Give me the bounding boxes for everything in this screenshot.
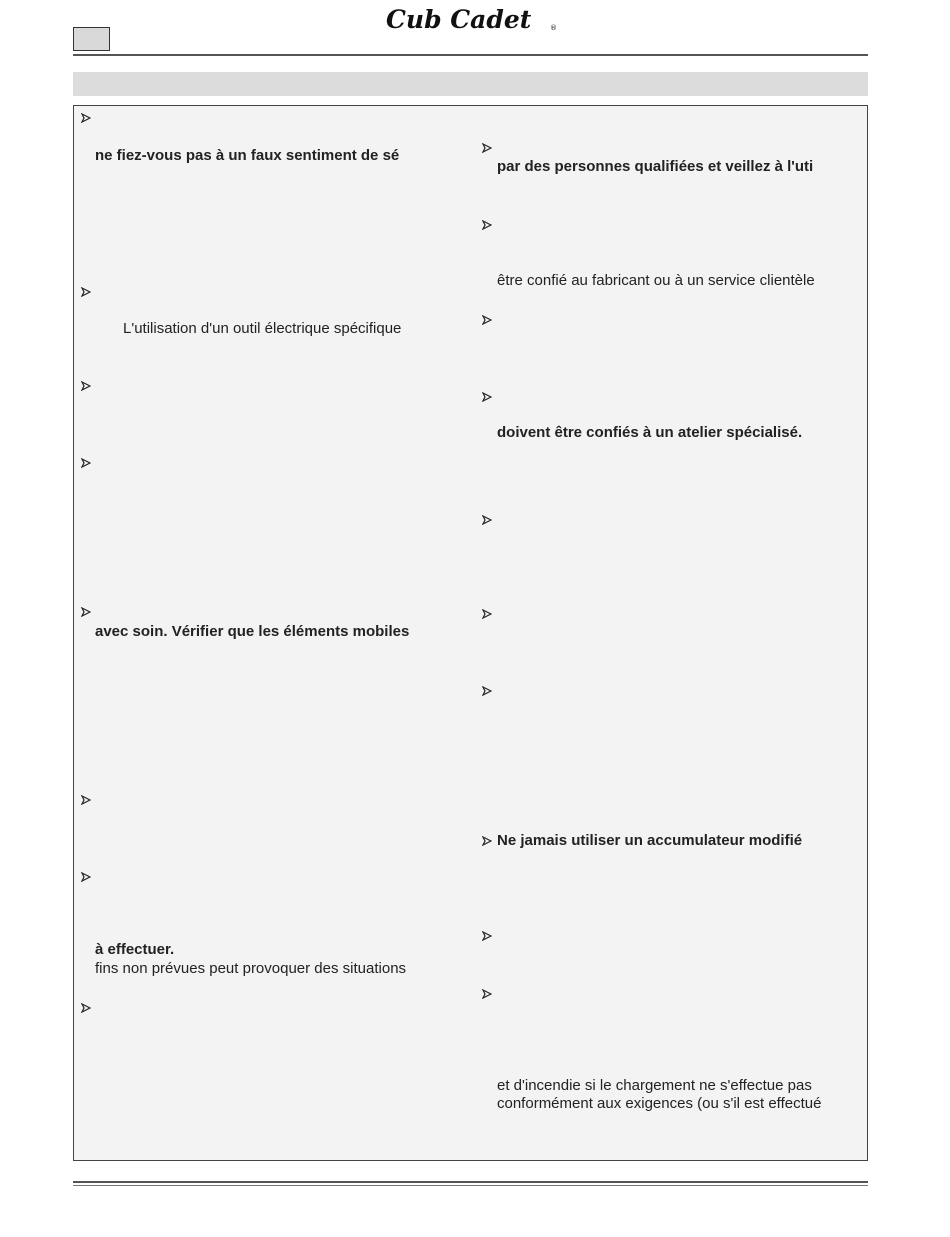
footer-rule-thin [73, 1185, 868, 1186]
arrowhead-bullet-icon [482, 315, 492, 325]
left-text-line-4: à effectuer. [95, 941, 175, 958]
right-text-line-4: Ne jamais utiliser un accumulateur modifié [497, 832, 803, 849]
arrowhead-bullet-icon [81, 113, 91, 123]
arrowhead-bullet-icon [482, 931, 492, 941]
registered-mark: ® [550, 24, 557, 32]
right-text-line-2: être confié au fabricant ou à un service clientèle [497, 272, 815, 289]
footer-rule [73, 1181, 868, 1183]
right-text-line-1: par des personnes qualifiées et veillez à l'uti [497, 158, 814, 175]
right-text-line-3: doivent être confiés à un atelier spécialisé. [497, 424, 803, 441]
right-text-line-6: conformément aux exigences (ou s'il est effectué [497, 1095, 822, 1112]
left-text-line-1: ne fiez-vous pas à un faux sentiment de sé [95, 147, 400, 164]
left-text-line-5: fins non prévues peut provoquer des situations [95, 960, 407, 977]
arrowhead-bullet-icon [482, 836, 492, 846]
arrowhead-bullet-icon [482, 220, 492, 230]
page-number-box [73, 27, 110, 51]
right-text-line-5: et d'incendie si le chargement ne s'effectue pas [497, 1077, 812, 1094]
arrowhead-bullet-icon [81, 381, 91, 391]
left-text-line-2: L'utilisation d'un outil électrique spécifique [123, 320, 402, 337]
arrowhead-bullet-icon [482, 143, 492, 153]
arrowhead-bullet-icon [482, 515, 492, 525]
arrowhead-bullet-icon [482, 609, 492, 619]
cub-cadet-logo [386, 4, 561, 34]
left-text-line-3: avec soin. Vérifier que les éléments mobiles [95, 623, 410, 640]
arrowhead-bullet-icon [482, 686, 492, 696]
section-title-band [73, 72, 868, 96]
arrowhead-bullet-icon [81, 458, 91, 468]
logo-text: Cub Cadet [386, 5, 532, 34]
arrowhead-bullet-icon [81, 287, 91, 297]
arrowhead-bullet-icon [81, 607, 91, 617]
arrowhead-bullet-icon [482, 392, 492, 402]
header-rule [73, 54, 868, 56]
arrowhead-bullet-icon [81, 1003, 91, 1013]
arrowhead-bullet-icon [81, 872, 91, 882]
arrowhead-bullet-icon [482, 989, 492, 999]
arrowhead-bullet-icon [81, 795, 91, 805]
